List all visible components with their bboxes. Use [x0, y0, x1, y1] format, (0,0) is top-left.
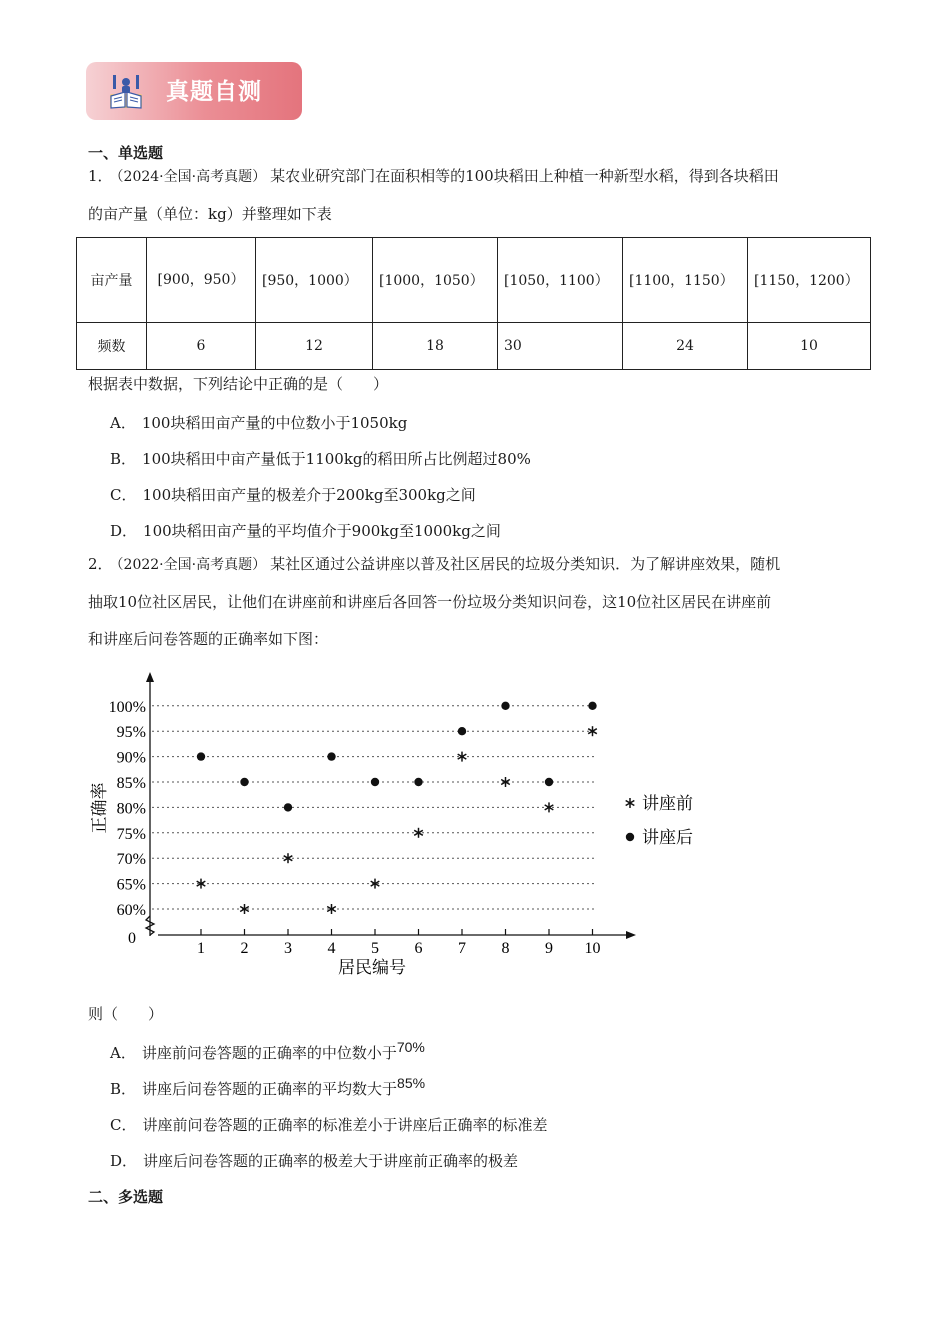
- y-tick-labels: [109, 699, 146, 919]
- question-source: （2022·全国·高考真题）: [116, 557, 267, 573]
- question-2-stem: [88, 546, 863, 658]
- x-tick-label: 3: [284, 940, 292, 957]
- option-d[interactable]: [110, 520, 501, 541]
- y-tick-label: 60%: [116, 902, 146, 919]
- x-axis-arrow-icon: [626, 931, 636, 939]
- option-text: 100块稻田亩产量的平均值介于900kg至1000kg之间: [143, 522, 501, 540]
- x-axis-title: 居民编号: [338, 958, 406, 977]
- option-key: B．: [110, 1080, 137, 1098]
- y-tick-label: 90%: [116, 749, 146, 767]
- option-key: A．: [110, 1044, 136, 1062]
- section-heading-multiple-choice: 二、多选题: [88, 1188, 164, 1206]
- option-c[interactable]: [110, 1114, 548, 1135]
- after-lecture-point: [327, 752, 335, 760]
- question-number: 2．: [88, 555, 113, 573]
- x-tick-label: 1: [197, 940, 205, 957]
- after-lecture-point: [588, 702, 596, 710]
- option-c[interactable]: [110, 484, 476, 505]
- section-banner: [86, 62, 302, 120]
- option-a[interactable]: [110, 412, 407, 433]
- table-row: [77, 238, 871, 323]
- option-key: B．: [110, 450, 137, 468]
- after-lecture-point: [197, 752, 205, 760]
- question-1-stem: [88, 158, 863, 233]
- option-key: D．: [110, 522, 138, 540]
- table-cell: [950，1000）: [256, 238, 373, 323]
- question-2-line-3: 和讲座后问卷答题的正确率如下图：: [88, 630, 329, 648]
- question-text: 某农业研究部门在面积相等的100块稻田上种植一种新型水稻，得到各块稻田: [270, 167, 779, 185]
- after-lecture-point: [458, 727, 466, 735]
- option-text: 讲座后问卷答题的正确率的平均数大于: [142, 1080, 398, 1098]
- y-tick-label: 65%: [116, 876, 146, 894]
- table-cell: [147, 238, 256, 323]
- table-cell: 24: [623, 323, 748, 370]
- banner-title: 真题自测: [166, 79, 262, 105]
- y-axis-title: 正确率: [90, 782, 109, 834]
- before-lecture-point: [588, 726, 597, 736]
- question-2-prompt: 则（ ）: [88, 1005, 164, 1023]
- option-text: 100块稻田中亩产量低于1100kg的稻田所占比例超过80%: [142, 450, 531, 468]
- after-lecture-point: [501, 702, 509, 710]
- accuracy-scatter-chart: [80, 668, 720, 988]
- question-source: （2024·全国·高考真题）: [116, 169, 267, 185]
- after-lecture-point: [284, 803, 292, 811]
- question-2-line-2: 抽取10位社区居民，让他们在讲座前和讲座后各回答一份垃圾分类知识问卷，这10位社区居民在讲座前: [88, 593, 772, 611]
- option-key: D．: [110, 1152, 138, 1170]
- option-text: 讲座前问卷答题的正确率的中位数小于: [141, 1044, 397, 1062]
- after-lecture-point: [545, 778, 553, 786]
- option-text: 讲座后问卷答题的正确率的极差大于讲座前正确率的极差: [143, 1152, 519, 1170]
- after-lecture-point: [371, 778, 379, 786]
- x-tick-label: 5: [371, 940, 379, 957]
- question-2-line-1: [88, 546, 863, 584]
- y-zero-label: 0: [128, 930, 136, 947]
- yield-frequency-table: [76, 237, 871, 370]
- after-lecture-point: [414, 778, 422, 786]
- legend-label: 讲座前: [642, 794, 693, 813]
- interval-label: [900，950）: [157, 272, 245, 288]
- table-header-cell: 频数: [77, 323, 147, 370]
- y-axis-arrow-icon: [146, 672, 154, 682]
- table-row: [77, 323, 871, 370]
- before-lecture-point: [284, 853, 293, 863]
- table-cell: 30: [498, 323, 623, 370]
- x-tick-label: 4: [327, 940, 336, 957]
- question-1-line-1: [88, 158, 863, 196]
- chart-legend: [626, 794, 693, 847]
- table-cell: 12: [256, 323, 373, 370]
- table-cell: 6: [147, 323, 256, 370]
- x-tick-label: 2: [240, 940, 249, 957]
- y-tick-label: 80%: [116, 800, 146, 818]
- option-text: 100块稻田亩产量的中位数小于1050kg: [141, 414, 408, 432]
- legend-dot-icon: [626, 833, 634, 841]
- chart-axes: [128, 672, 636, 947]
- x-tick-label: 8: [501, 940, 510, 957]
- x-tick-label: 6: [414, 940, 423, 957]
- y-tick-label: 100%: [108, 698, 146, 716]
- option-value: 85%: [397, 1075, 426, 1091]
- option-d[interactable]: [110, 1150, 518, 1171]
- option-text: 100块稻田亩产量的极差介于200kg至300kg之间: [142, 486, 476, 504]
- question-number: 1．: [88, 167, 113, 185]
- x-tick-label: 10: [584, 940, 601, 957]
- option-b[interactable]: [110, 448, 531, 469]
- table-header-cell: 亩产量: [77, 238, 147, 323]
- legend-asterisk-icon: [626, 798, 635, 808]
- option-key: C．: [110, 1116, 137, 1134]
- question-1-prompt: 根据表中数据，下列结论中正确的是（ ）: [88, 375, 389, 393]
- question-1-line-2: 的亩产量（单位：kg）并整理如下表: [88, 205, 332, 223]
- x-tick-label: 7: [458, 940, 466, 957]
- table-cell: [1000，1050）: [373, 238, 498, 323]
- y-tick-label: 85%: [116, 775, 146, 792]
- table-cell: [1050，1100）: [498, 238, 623, 323]
- option-value: 70%: [396, 1039, 425, 1055]
- table-cell: [1100，1150）: [623, 238, 748, 323]
- option-text: 讲座前问卷答题的正确率的标准差小于讲座后正确率的标准差: [142, 1116, 548, 1134]
- table-cell: 18: [373, 323, 498, 370]
- section-heading-single-choice: 一、单选题: [88, 144, 164, 162]
- table-cell: 10: [748, 323, 871, 370]
- legend-label: 讲座后: [642, 828, 693, 847]
- chart-gridlines: [152, 706, 594, 909]
- table-cell: [1150，1200）: [748, 238, 871, 323]
- y-tick-label: 75%: [116, 825, 146, 843]
- option-key: A．: [110, 414, 136, 432]
- chart-points: [197, 702, 597, 914]
- question-text: 某社区通过公益讲座以普及社区居民的垃圾分类知识．为了解讲座效果，随机: [270, 555, 781, 573]
- y-tick-label: 95%: [116, 724, 146, 742]
- option-key: C．: [110, 486, 137, 504]
- book-reading-icon: [108, 72, 144, 110]
- after-lecture-point: [240, 778, 248, 786]
- y-tick-label: 70%: [116, 851, 146, 869]
- x-tick-labels: [197, 929, 601, 957]
- option-a[interactable]: [110, 1039, 425, 1063]
- before-lecture-point: [414, 828, 423, 838]
- x-tick-label: 9: [545, 940, 553, 957]
- option-b[interactable]: [110, 1075, 426, 1099]
